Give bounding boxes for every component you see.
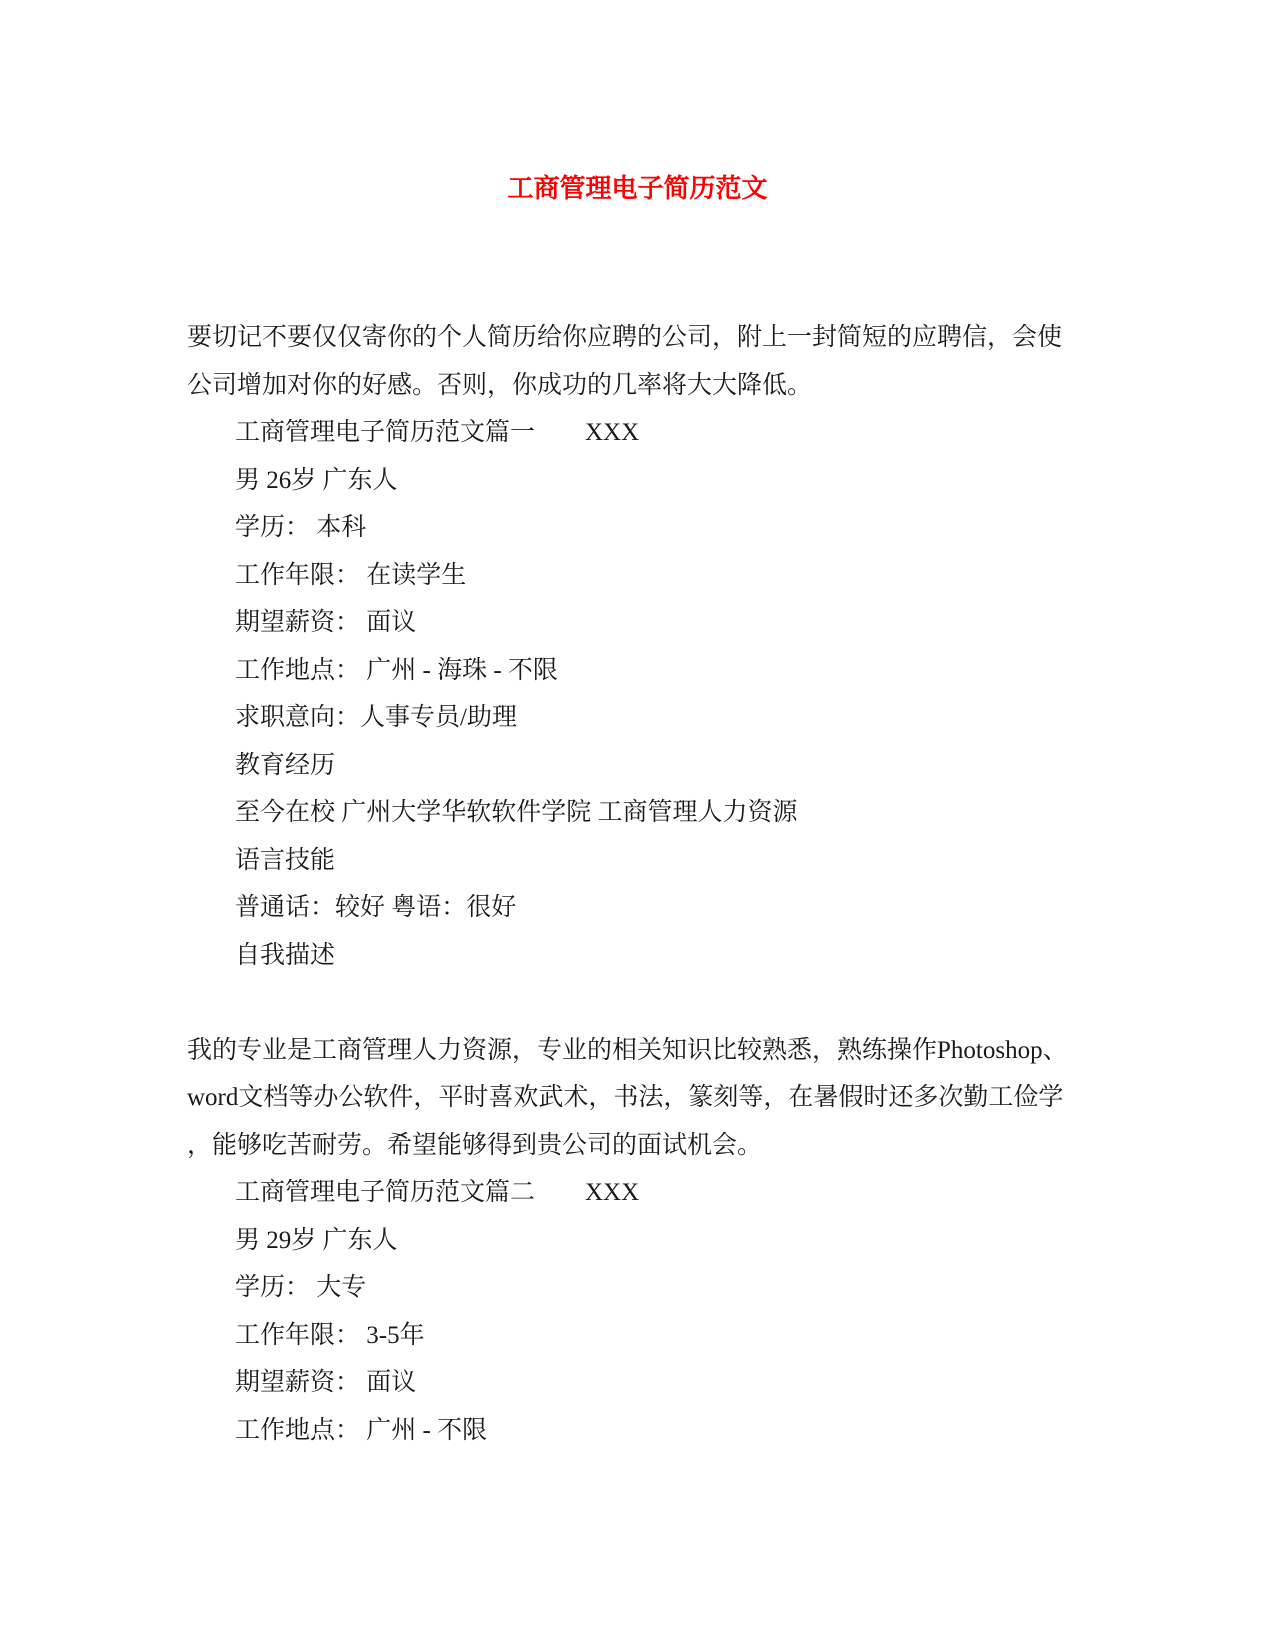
resume1-self-description-line-3: ，能够吃苦耐劳。希望能够得到贵公司的面试机会。 [187, 1131, 763, 1159]
resume2-education-level: 学历： 大专 [235, 1274, 367, 1301]
blank-line [187, 979, 1085, 1027]
resume1-language-detail: 普通话：较好 粤语：很好 [235, 894, 517, 921]
resume1-self-description-line-2: word文档等办公软件，平时喜欢武术，书法，篆刻等，在暑假时还多次勤工俭学 [187, 1084, 1064, 1111]
resume2-basic-info: 男 29岁 广东人 [235, 1226, 398, 1254]
resume1-basic-info: 男 26岁 广东人 [235, 466, 398, 494]
resume1-heading: 工商管理电子简历范文篇一 XXX [235, 419, 640, 446]
resume1-self-description-line-1: 我的专业是工商管理人力资源，专业的相关知识比较熟悉，熟练操作Photoshop、 [187, 1036, 1068, 1064]
paragraph-intro-line-2: 公司增加对你的好感。否则，你成功的几率将大大降低。 [187, 371, 813, 399]
resume1-work-years: 工作年限： 在读学生 [235, 561, 467, 589]
resume1-job-intention: 求职意向：人事专员/助理 [235, 704, 517, 731]
resume1-education-detail: 至今在校 广州大学华软软件学院 工商管理人力资源 [235, 799, 798, 826]
resume1-education-section-title: 教育经历 [235, 751, 336, 779]
resume2-work-location: 工作地点： 广州 - 不限 [235, 1416, 488, 1444]
resume1-work-location: 工作地点： 广州 - 海珠 - 不限 [235, 656, 558, 684]
resume1-self-description-title: 自我描述 [235, 941, 336, 969]
document-title: 工商管理电子简历范文 [507, 174, 768, 203]
resume1-expected-salary: 期望薪资： 面议 [235, 609, 417, 636]
resume2-work-years: 工作年限： 3-5年 [235, 1321, 425, 1349]
document-body [187, 314, 1085, 1454]
paragraph-intro-line-1: 要切记不要仅仅寄你的个人简历给你应聘的公司，附上一封简短的应聘信，会使 [187, 324, 1063, 351]
resume2-heading: 工商管理电子简历范文篇二 XXX [235, 1179, 640, 1206]
resume1-education-level: 学历： 本科 [235, 514, 367, 541]
resume2-expected-salary: 期望薪资： 面议 [235, 1369, 417, 1396]
resume1-language-section-title: 语言技能 [235, 846, 336, 874]
